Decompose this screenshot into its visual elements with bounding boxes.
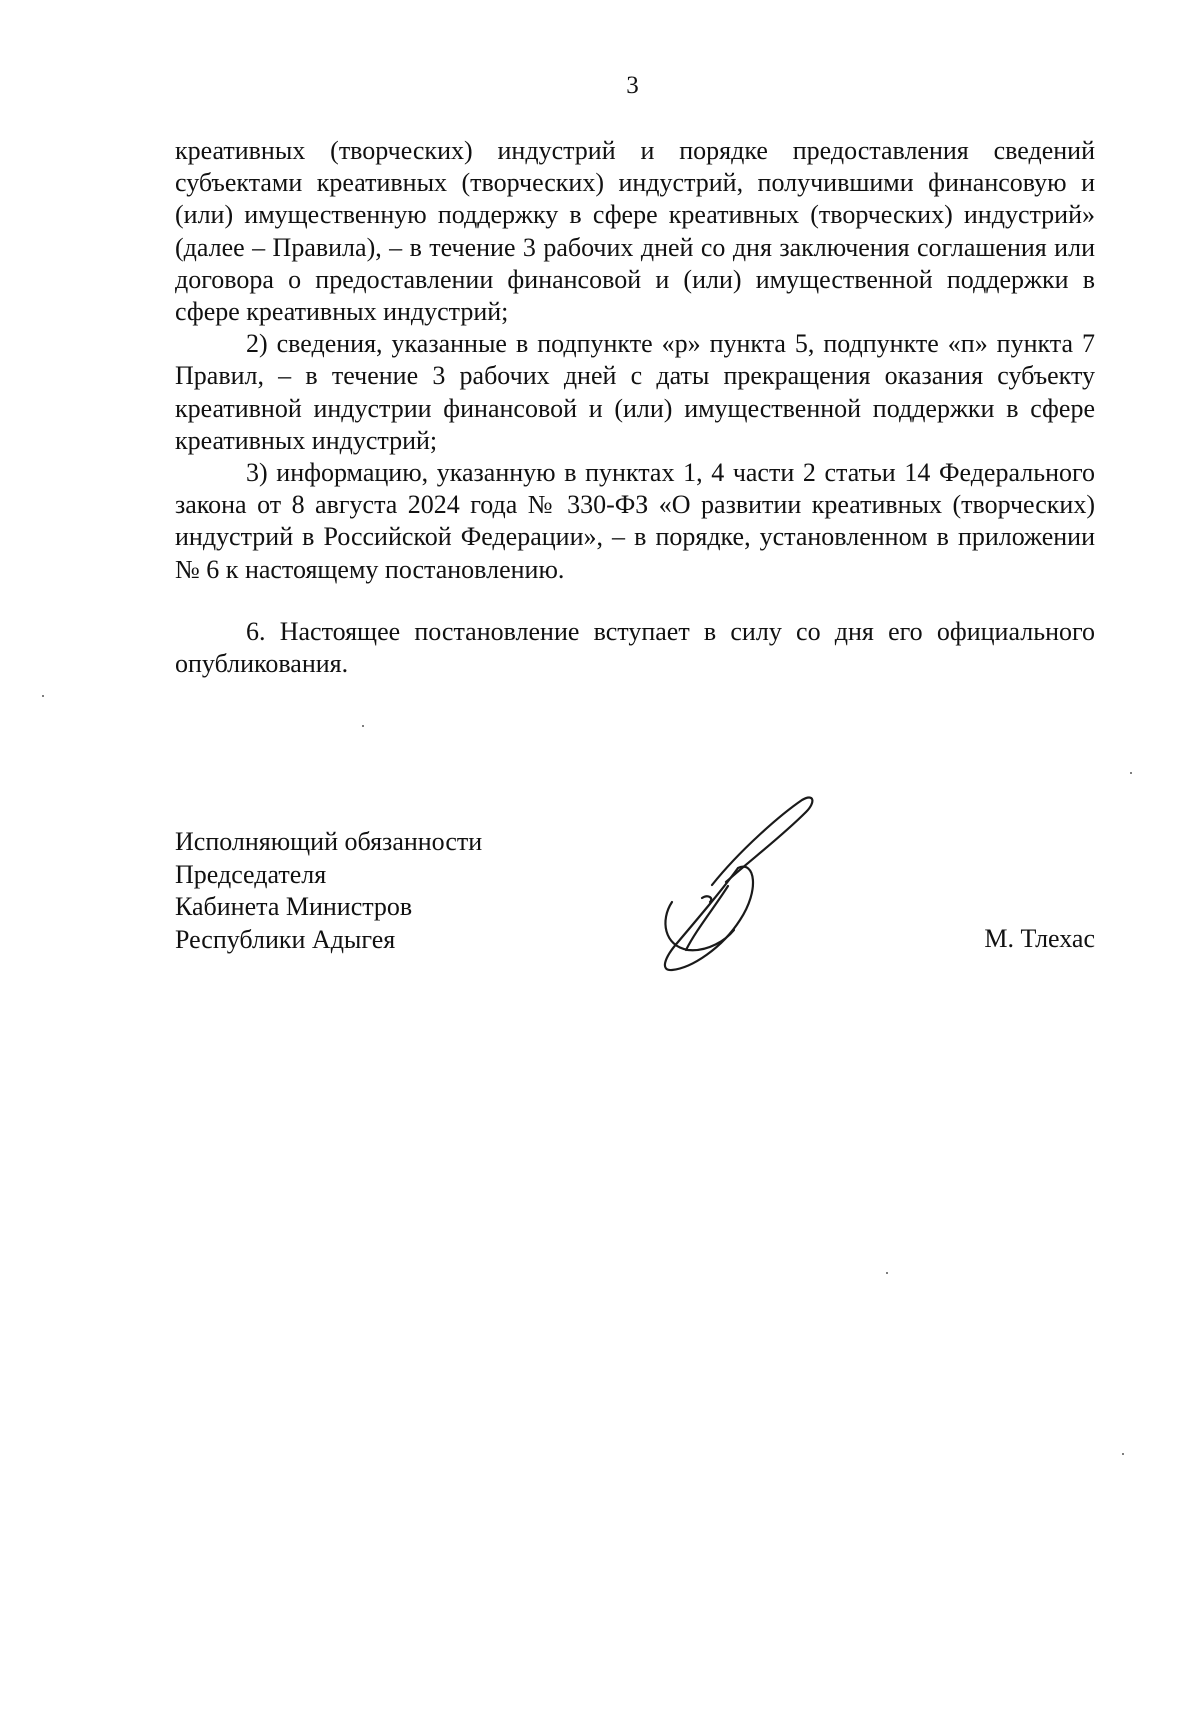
- paragraph-clause-6: 6. Настоящее постановление вступает в силу со дня его официального опубликования.: [175, 616, 1095, 679]
- signatory-title-line: Исполняющий обязанности: [175, 827, 483, 856]
- paragraph-item-2: 2) сведения, указанные в подпункте «р» пункта 5, подпункте «п» пункта 7 Правил, – в течение 3 рабочих дней с даты прекращения оказания субъекту креативной индустрии финансовой и (или) имущественной поддержки в сфере креативных индустрий;: [175, 329, 1095, 455]
- signer-name: М. Тлехас: [984, 924, 1095, 953]
- signatory-title-line: Председателя: [175, 859, 327, 889]
- scan-speck: [1130, 772, 1132, 774]
- scan-speck: [886, 1272, 888, 1274]
- signatory-title-line: Кабинета Министров: [175, 892, 413, 921]
- scan-speck: [1122, 1453, 1124, 1455]
- scan-speck: [42, 695, 44, 697]
- paragraph-item-3: 3) информацию, указанную в пунктах 1, 4 части 2 статьи 14 Федерального закона от 8 августа 2024 года № 330-ФЗ «О развитии креативных (творческих) индустрий в Российской Федерации», – в порядке, установленном в приложении № 6 к настоящему постановлению.: [175, 458, 1095, 584]
- paragraph-continuation: креативных (творческих) индустрий и порядке предоставления сведений субъектами креативных (творческих) индустрий, получившими финансовую и (или) имущественную поддержку в сфере креативных (творческих) индустрий» (далее – Правила), – в течение 3 рабочих дней со дня заключения соглашения или договора о предоставлении финансовой и (или) имущественной поддержки в сфере креативных индустрий;: [175, 136, 1095, 327]
- document-body: [175, 135, 1095, 680]
- signatory-title-line: Республики Адыгея: [175, 924, 396, 954]
- signatory-title: [175, 826, 482, 956]
- page-number: 3: [626, 72, 639, 99]
- handwritten-signature: [630, 790, 850, 980]
- scan-speck: [362, 725, 364, 727]
